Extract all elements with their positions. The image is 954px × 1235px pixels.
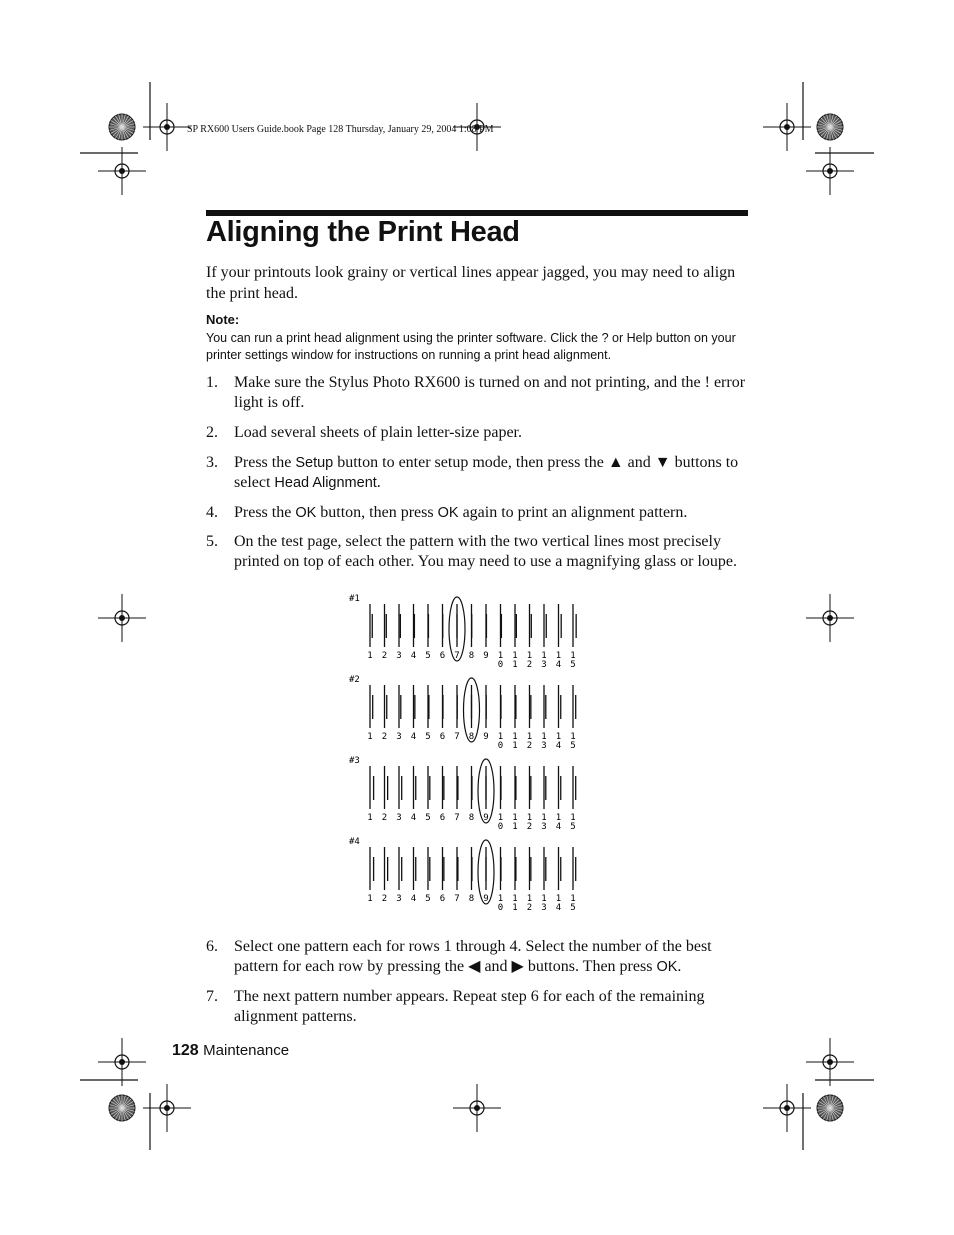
pattern-number: 1 — [367, 813, 373, 823]
pattern-number: 5 — [570, 741, 576, 751]
pattern-number: 6 — [439, 732, 446, 742]
pattern-number: 5 — [425, 651, 431, 661]
pattern-number: 1 — [512, 813, 518, 823]
pattern-number: 3 — [396, 732, 402, 742]
head-alignment-label: Head Alignment — [274, 475, 377, 491]
page-number: 128 — [172, 1042, 199, 1059]
ok-button-label: OK — [295, 505, 317, 521]
pattern-number: 1 — [555, 732, 562, 742]
pattern-number: 1 — [512, 732, 518, 742]
pattern-number: 7 — [454, 813, 460, 823]
pattern-number: 1 — [570, 813, 576, 823]
pattern-number: 9 — [483, 732, 489, 742]
pattern-number: 1 — [570, 894, 576, 904]
pattern-number: 2 — [381, 732, 388, 742]
pattern-number: 1 — [555, 813, 562, 823]
pattern-number: 1 — [512, 903, 518, 913]
ok-button-label: OK — [437, 505, 459, 521]
pattern-number: 6 — [439, 894, 446, 904]
pattern-number: 0 — [497, 741, 504, 751]
pattern-number: 7 — [454, 732, 460, 742]
pattern-row-label: #1 — [349, 594, 360, 604]
page-footer — [172, 1042, 289, 1060]
pattern-number: 1 — [555, 651, 562, 661]
pattern-number: 9 — [483, 894, 489, 904]
pattern-number: 1 — [541, 651, 547, 661]
pattern-number: 3 — [396, 894, 402, 904]
pattern-number: 1 — [512, 894, 518, 904]
pattern-number: 4 — [410, 813, 417, 823]
pattern-number: 1 — [497, 894, 504, 904]
note-label: Note: — [206, 312, 240, 327]
pattern-number: 3 — [541, 660, 547, 670]
setup-button-label: Setup — [295, 455, 334, 471]
pattern-number: 7 — [454, 894, 460, 904]
pattern-number: 1 — [497, 732, 504, 742]
pattern-number: 4 — [555, 660, 562, 670]
pattern-number: 8 — [468, 813, 475, 823]
pattern-row-label: #4 — [349, 837, 360, 847]
pattern-number: 2 — [381, 813, 388, 823]
ok-button-label: OK — [656, 959, 678, 975]
pattern-number: 2 — [526, 903, 533, 913]
pattern-number: 9 — [483, 813, 489, 823]
pattern-number: 5 — [570, 660, 576, 670]
pattern-number: 1 — [526, 813, 533, 823]
pattern-number: 1 — [541, 813, 547, 823]
pattern-number: 0 — [497, 822, 504, 832]
pattern-number: 1 — [367, 732, 373, 742]
pattern-row-label: #2 — [349, 675, 360, 685]
pattern-row-label: #3 — [349, 756, 360, 766]
pattern-number: 5 — [570, 822, 576, 832]
pattern-number: 1 — [570, 732, 576, 742]
pattern-number: 1 — [367, 651, 373, 661]
pattern-number: 1 — [526, 732, 533, 742]
pattern-number: 4 — [555, 903, 562, 913]
book-header: SP RX600 Users Guide.book Page 128 Thursday, January 29, 2004 1:08 PM — [187, 124, 494, 135]
pattern-number: 1 — [512, 822, 518, 832]
pattern-number: 1 — [497, 813, 504, 823]
pattern-number: 1 — [512, 651, 518, 661]
pattern-number: 4 — [555, 822, 562, 832]
pattern-number: 8 — [468, 732, 475, 742]
pattern-number: 1 — [367, 894, 373, 904]
pattern-number: 1 — [555, 894, 562, 904]
section-name: Maintenance — [203, 1042, 290, 1059]
pattern-number: 5 — [425, 894, 431, 904]
pattern-number: 4 — [555, 741, 562, 751]
pattern-number: 1 — [497, 651, 504, 661]
pattern-number: 1 — [526, 651, 533, 661]
pattern-number: 6 — [439, 813, 446, 823]
pattern-number: 5 — [425, 813, 431, 823]
pattern-number: 3 — [541, 822, 547, 832]
pattern-number: 2 — [526, 660, 533, 670]
pattern-number: 2 — [526, 741, 533, 751]
pattern-number: 3 — [541, 741, 547, 751]
pattern-number: 3 — [396, 813, 402, 823]
pattern-number: 1 — [541, 732, 547, 742]
pattern-number: 3 — [396, 651, 402, 661]
intro-paragraph: If your printouts look grainy or vertical lines appear jagged, you may need to align the print head. — [206, 264, 736, 302]
pattern-number: 1 — [526, 894, 533, 904]
pattern-number: 1 — [512, 660, 518, 670]
pattern-number: 4 — [410, 894, 417, 904]
pattern-number: 6 — [439, 651, 446, 661]
pattern-number: 1 — [541, 894, 547, 904]
pattern-number: 7 — [454, 651, 460, 661]
pattern-number: 2 — [526, 822, 533, 832]
alignment-pattern-figure — [345, 590, 585, 920]
pattern-number: 8 — [468, 894, 475, 904]
pattern-number: 0 — [497, 903, 504, 913]
pattern-number: 4 — [410, 732, 417, 742]
note-text: You can run a print head alignment using the printer software. Click the ? or Help button on your printer settings window for instructions on running a print head alignment. — [206, 331, 736, 362]
pattern-number: 5 — [425, 732, 431, 742]
pattern-number: 4 — [410, 651, 417, 661]
pattern-number: 2 — [381, 651, 388, 661]
pattern-number: 8 — [468, 651, 475, 661]
pattern-number: 0 — [497, 660, 504, 670]
pattern-number: 9 — [483, 651, 489, 661]
page-title: Aligning the Print Head — [206, 216, 520, 248]
pattern-number: 1 — [512, 741, 518, 751]
pattern-number: 5 — [570, 903, 576, 913]
pattern-number: 3 — [541, 903, 547, 913]
pattern-number: 2 — [381, 894, 388, 904]
pattern-number: 1 — [570, 651, 576, 661]
